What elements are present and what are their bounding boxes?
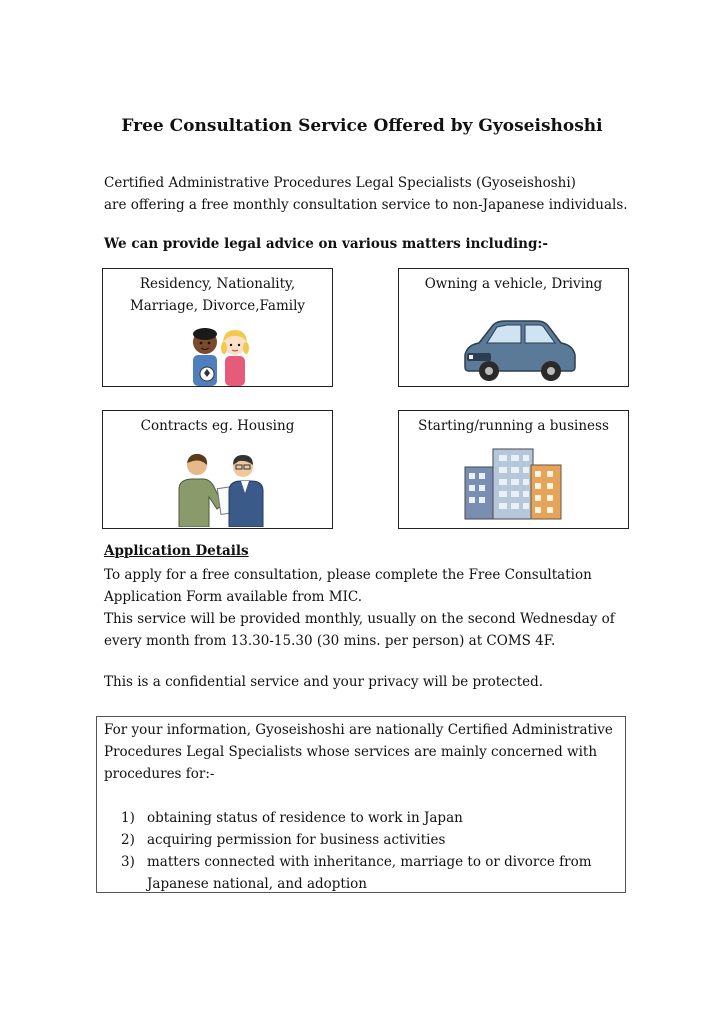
application-heading: Application Details [104,543,249,559]
topic-box-business [398,410,629,529]
list-item: 3) matters connected with inheritance, marriage to or divorce from Japanese national, and adoption [121,854,592,892]
application-details [104,564,644,652]
children-icon [185,324,255,386]
application-line: This service will be provided monthly, usually on the second Wednesday of [104,611,615,627]
application-line: To apply for a free consultation, please complete the Free Consultation [104,567,592,583]
matters-heading: We can provide legal advice on various matters including:- [104,236,548,252]
handshake-document-icon [175,451,265,527]
application-line: every month from 13.30-15.30 (30 mins. per person) at COMS 4F. [104,633,556,649]
intro-line-2: are offering a free monthly consultation service to non-Japanese individuals. [104,197,628,213]
topic-label: Starting/running a business [418,418,609,434]
page-title: Free Consultation Service Offered by Gyoseishoshi [121,116,603,136]
topic-label: Owning a vehicle, Driving [424,276,603,292]
list-item: 2) acquiring permission for business activities [121,832,446,848]
topic-box-contracts [102,410,333,529]
topic-label: Residency, Nationality, Marriage, Divorce,Family [129,276,306,314]
office-buildings-icon [461,445,565,521]
list-item: 1) obtaining status of residence to work in Japan [121,810,463,826]
intro-line-1: Certified Administrative Procedures Legal Specialists (Gyoseishoshi) [104,175,576,191]
privacy-note: This is a confidential service and your privacy will be protected. [104,674,544,690]
procedures-list [117,807,612,895]
info-box [96,716,626,893]
topic-box-vehicle [398,268,629,387]
topic-label: Contracts eg. Housing [140,418,295,434]
intro-text [104,172,644,216]
car-icon [459,317,579,383]
application-line: Application Form available from MIC. [104,589,363,605]
topic-box-residency [102,268,333,387]
info-text: For your information, Gyoseishoshi are nationally Certified Administrative Procedures Legal Specialists whose services are mainly concerned with procedures for:- [104,722,613,782]
